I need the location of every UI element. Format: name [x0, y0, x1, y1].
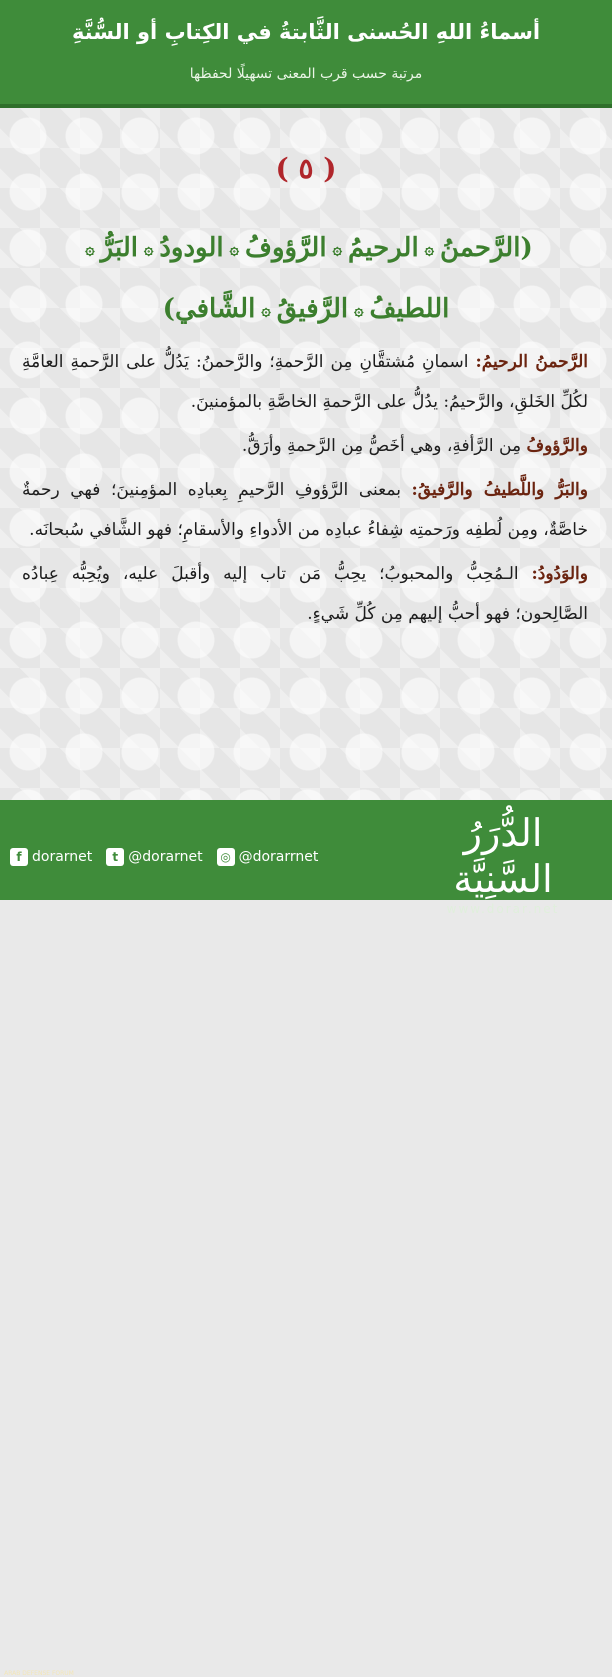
page-title: أسماءُ اللهِ الحُسنى الثَّابتةُ في الكِتابِ أو السُّنَّةِ [71, 20, 541, 44]
close-paren: ) [162, 294, 175, 324]
names-row-1 [20, 218, 592, 279]
name-item: البَرُّ [100, 233, 138, 263]
separator-icon: ۞ [424, 239, 435, 258]
footer-banner [0, 800, 612, 1677]
name-item: الرَّحمنُ [440, 233, 521, 263]
names-row-2 [20, 279, 592, 340]
paragraph-text: الـمُحِبُّ والمحبوبُ؛ يحِبُّ مَن تاب إليه وأقبلَ عليه، ويُحِبُّه عِبادُه الصَّالِحون؛ فهو أحبُّ إليهم مِن كُلِّ شَيءٍ. [22, 564, 588, 624]
open-paren: ( [520, 233, 533, 263]
page-subtitle: مرتبة حسب قرب المعنى تسهيلًا لحفظها [189, 66, 423, 82]
separator-icon: ۞ [229, 239, 240, 258]
instagram-icon: ◎ [217, 848, 235, 866]
name-item: الشَّافي [174, 294, 256, 324]
brand-logo[interactable] [408, 810, 598, 916]
twitter-icon: t [106, 848, 124, 866]
name-item: الودودُ [159, 233, 224, 263]
name-item: الرَّفيقُ [276, 294, 349, 324]
header-banner [0, 0, 612, 108]
paragraph-text: اسمانِ مُشتقَّانِ مِن الرَّحمةِ؛ والرَّحمنُ: يَدُلُّ على الرَّحمةِ العامَّةِ لكُلِّ الخَلقِ، والرَّحيمُ: يدُلُّ على الرَّحمةِ الخاصَّةِ بالمؤمنينَ. [22, 352, 588, 412]
social-facebook[interactable] [10, 848, 92, 866]
separator-icon: ۞ [261, 300, 271, 319]
social-links [10, 848, 318, 866]
card-number: ( ٥ ) [275, 152, 337, 185]
term-4: والوَدُودُ: [531, 564, 588, 584]
paragraph-text: بمعنى الرَّؤوفِ الرَّحيمِ بِعبادِه المؤمِنينَ؛ فهي رحمةٌ خاصَّةٌ، ومِن لُطفِه ورَحمتِه شِفاءُ عبادِه من الأدواءِ والأسقامِ؛ فهو الشَّافي سُبحانَه. [22, 480, 588, 540]
facebook-icon: f [10, 848, 28, 866]
paragraph-3 [22, 470, 588, 550]
paragraph-4 [22, 554, 588, 634]
term-3: والبَرُّ واللَّطيفُ والرَّفيقُ: [411, 480, 588, 500]
separator-icon: ۞ [143, 239, 154, 258]
separator-icon: ۞ [332, 239, 342, 258]
watermark: ARAB DEFENSE FORUM [4, 1670, 74, 1677]
paragraph-2 [22, 426, 588, 466]
name-item: الرحيمُ [347, 233, 419, 263]
brand-site[interactable]: www.dorar.net [446, 902, 560, 916]
name-item: الرَّؤوفُ [245, 233, 327, 263]
facebook-handle: dorarnet [32, 849, 93, 865]
name-item: اللطيفُ [369, 294, 450, 324]
twitter-handle: @dorarnet [128, 849, 203, 865]
separator-icon: ۞ [354, 300, 364, 319]
brand-logo-text: الدُّرَرُ السَّنِيَّة [453, 811, 553, 901]
paragraph-1 [22, 342, 588, 422]
instagram-handle: @dorarrnet [238, 849, 319, 865]
names-block [20, 218, 592, 340]
explanation-text [22, 342, 588, 638]
paragraph-text: مِن الرَّأفةِ، وهي أخَصُّ مِن الرَّحمةِ وأرَقُّ. [241, 436, 527, 456]
separator-icon: ۞ [85, 239, 95, 258]
social-twitter[interactable] [106, 848, 202, 866]
term-1: الرَّحمنُ الرحيمُ: [475, 352, 588, 372]
social-instagram[interactable] [217, 848, 319, 866]
term-2: والرَّؤوفُ [526, 436, 588, 456]
